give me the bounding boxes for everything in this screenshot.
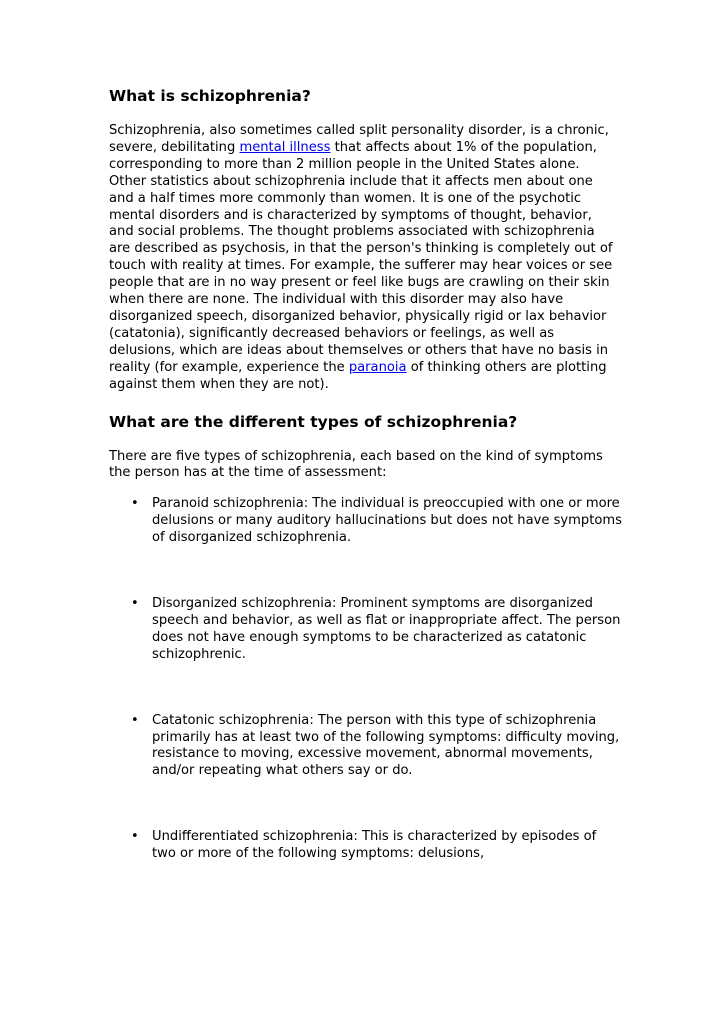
- list-item-text: Undifferentiated schizophrenia: This is characterized by episodes of two or more of the following symptoms: delusions,: [152, 829, 597, 862]
- list-item-text: Catatonic schizophrenia: The person with this type of schizophrenia primarily has at least two of the following symptoms: difficulty moving, resistance to moving, excessive movement, abnormal movements, and/or repeating what others say or do.: [152, 712, 620, 779]
- list-item-catatonic: [109, 713, 622, 781]
- list-item-paranoid: [109, 496, 622, 547]
- bullet-icon: •: [131, 829, 139, 845]
- list-item-text: Paranoid schizophrenia: The individual is preoccupied with one or more delusions or many auditory hallucinations but does not have symptoms of disorganized schizophrenia.: [152, 496, 622, 546]
- bullet-icon: •: [131, 596, 139, 612]
- paragraph-text-c: of thinking others are plotting against them when they are not).: [109, 359, 607, 392]
- heading-types-of-schizophrenia: What are the different types of schizophrenia?: [109, 412, 518, 431]
- bullet-icon: •: [131, 496, 139, 512]
- list-item-undifferentiated: [109, 829, 622, 863]
- link-paranoia[interactable]: paranoia: [348, 359, 407, 375]
- paragraph-text-a: Schizophrenia, also sometimes called split personality disorder, is a chronic, severe, debilitating: [109, 123, 609, 155]
- paragraph-definition: [109, 123, 617, 394]
- types-list: [109, 496, 622, 863]
- list-item-disorganized: [109, 596, 622, 664]
- list-item-text: Disorganized schizophrenia: Prominent symptoms are disorganized speech and behavior, as well as flat or inappropriate affect. The person does not have enough symptoms to be characterized as catatonic schizophrenic.: [152, 596, 621, 662]
- heading-what-is-schizophrenia: What is schizophrenia?: [109, 87, 311, 105]
- document-page: [109, 86, 622, 863]
- paragraph-text-b: that affects about 1% of the population, corresponding to more than 2 million people in the United States alone. Other statistics about schizophrenia include that it affects men about one and a half times more commonly than women. It is one of the psychotic mental disorders and is characterized by symptoms of thought, behavior, and social problems. The thought problems associated with schizophrenia are described as psychosis, in that the person's thinking is completely out of touch with reality at times. For example, the sufferer may hear voices or see people that are in no way present or feel like bugs are crawling on their skin when there are none. The individual with this disorder may also have disorganized speech, disorganized behavior, physically rigid or lax behavior (catatonia), significantly decreased behaviors or feelings, as well as delusions, which are ideas about themselves or others that have no basis in reality (for example, experience the: [109, 139, 613, 375]
- bullet-icon: •: [131, 712, 139, 728]
- link-mental-illness[interactable]: mental illness: [239, 139, 331, 155]
- paragraph-types-intro: There are five types of schizophrenia, each based on the kind of symptoms the person has at the time of assessment:: [109, 448, 603, 481]
